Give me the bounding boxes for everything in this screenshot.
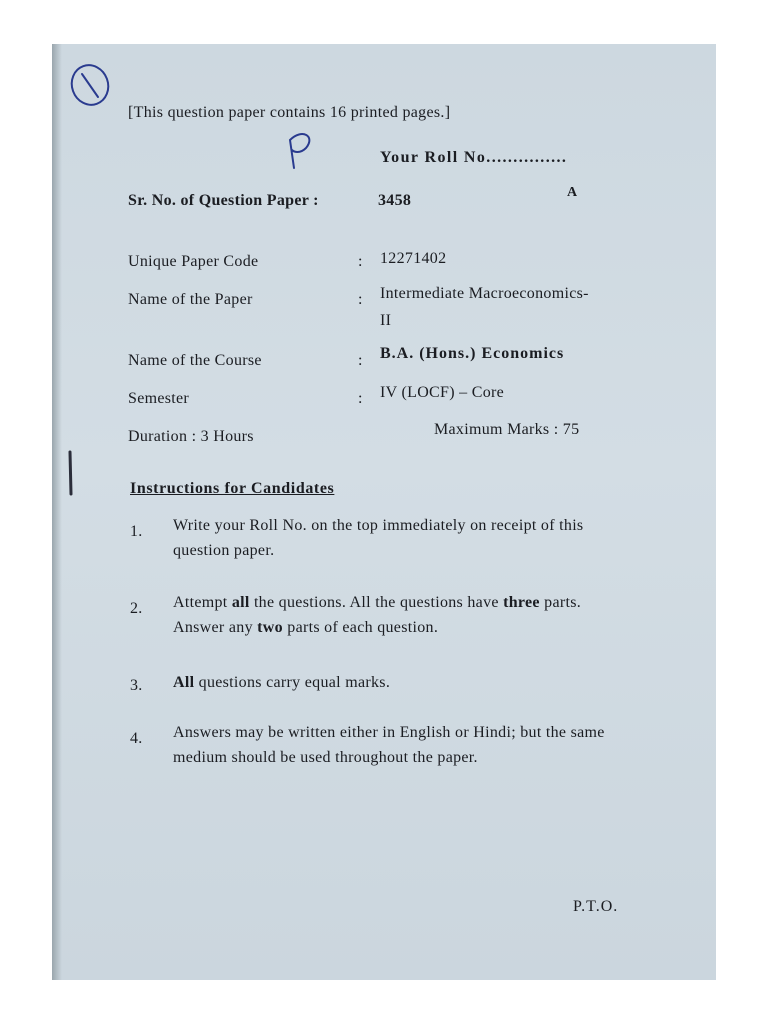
sr-no-value: 3458: [378, 192, 412, 209]
semester-label: Semester: [128, 390, 190, 407]
duration: Duration : 3 Hours: [128, 428, 254, 445]
paper-code-value: 12271402: [380, 250, 447, 267]
instruction-text: Write your Roll No. on the top immediately on receipt of this question paper.: [173, 517, 584, 559]
course-label: Name of the Course: [128, 352, 262, 369]
instruction-text-part: Attempt: [173, 594, 232, 611]
instruction-emphasis: two: [257, 619, 283, 636]
colon: :: [358, 352, 363, 369]
instruction-number: 2.: [130, 600, 143, 617]
instruction-emphasis: All: [173, 674, 195, 691]
handwritten-p-icon: [290, 134, 309, 168]
instruction-number: 4.: [130, 730, 143, 747]
instruction-text-part: the questions. All the questions have: [249, 594, 504, 611]
instruction-emphasis: three: [503, 594, 540, 611]
instruction-emphasis: all: [231, 594, 250, 611]
instruction-number: 3.: [130, 677, 143, 694]
instructions-heading: Instructions for Candidates: [130, 480, 335, 497]
paper-name-value-line2: II: [380, 312, 392, 329]
pto-note: P.T.O.: [573, 898, 619, 915]
circled-number-stroke: [82, 74, 98, 97]
pages-note: [This question paper contains 16 printed pages.]: [128, 104, 451, 121]
instruction-text: Answers may be written either in English or Hindi; but the same medium should be used throughout the paper.: [173, 724, 605, 766]
roll-no-field: Your Roll No...............: [380, 149, 568, 166]
colon: :: [358, 253, 363, 270]
paper-name-value-line1: Intermediate Macroeconomics-: [380, 285, 589, 302]
maximum-marks: Maximum Marks : 75: [434, 421, 580, 438]
course-value: B.A. (Hons.) Economics: [380, 345, 565, 362]
instruction-text: [173, 590, 633, 640]
set-letter: A: [567, 185, 578, 200]
colon: :: [358, 390, 363, 407]
paper-name-label: Name of the Paper: [128, 291, 253, 308]
margin-pen-stroke: [70, 452, 71, 494]
instruction-number: 1.: [130, 523, 143, 540]
colon: :: [358, 291, 363, 308]
semester-value: IV (LOCF) – Core: [380, 384, 505, 401]
instruction-text: [173, 670, 633, 695]
sr-no-label: Sr. No. of Question Paper :: [128, 192, 319, 209]
instruction-text-part: parts of each question.: [282, 619, 439, 636]
instruction-text-part: parts. Answer any: [173, 594, 582, 636]
instruction-text-part: questions carry equal marks.: [194, 674, 391, 691]
paper-code-label: Unique Paper Code: [128, 253, 259, 270]
